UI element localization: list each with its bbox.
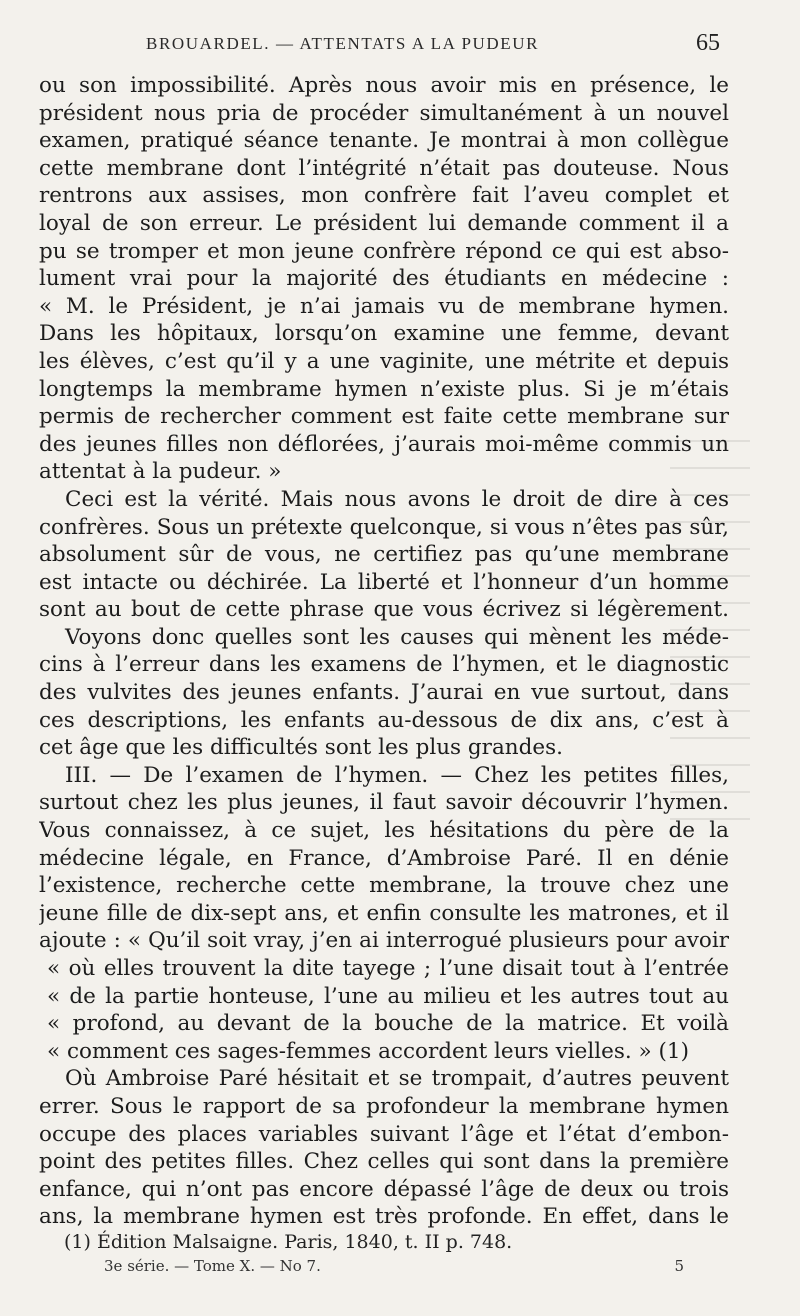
text-line: loyal de son erreur. Le président lui demande comment il a (39, 210, 729, 236)
section-heading-line: III. — De l’examen de l’hymen. — Chez les petites filles, (65, 762, 729, 788)
text-line: Voyons donc quelles sont les causes qui mènent les méde- (65, 624, 729, 650)
text-line: longtemps la membrame hymen n’existe plus. Si je m’étais (39, 376, 729, 402)
page-number: 65 (696, 30, 720, 56)
text-line: examen, pratiqué séance tenante. Je montrai à mon collègue (39, 128, 729, 154)
text-line: Où Ambroise Paré hésitait et se trompait, d’autres peuvent (65, 1066, 729, 1092)
text-line: « M. le Président, je n’ai jamais vu de membrane hymen. (39, 293, 729, 319)
signature-mark: 5 (674, 1257, 684, 1275)
text-line: président nous pria de procéder simultanément à un nouvel (39, 100, 729, 126)
quote-line: « où elles trouvent la dite tayege ; l’une disait tout à l’entrée (47, 956, 729, 981)
text-line: enfance, qui n’ont pas encore dépassé l’âge de deux ou trois (39, 1176, 729, 1202)
running-title: BROUARDEL. — ATTENTATS A LA PUDEUR (146, 34, 540, 53)
text-line: cette membrane dont l’intégrité n’était pas douteuse. Nous (39, 155, 729, 181)
body-text (39, 72, 729, 1231)
text-line: occupe des places variables suivant l’âge et l’état d’embon- (39, 1121, 729, 1147)
quote-line: « de la partie honteuse, l’une au milieu et les autres tout au (47, 983, 729, 1009)
text-line: ajoute : « Qu’il soit vray, j’en ai interrogué plusieurs pour avoir (39, 928, 729, 954)
text-line: cet âge que les difficultés sont les plus grandes. (39, 735, 563, 761)
text-line: point des petites filles. Chez celles qui sont dans la première (39, 1149, 729, 1175)
text-line: ans, la membrane hymen est très profonde. En effet, dans le (39, 1204, 729, 1230)
text-line: cins à l’erreur dans les examens de l’hymen, et le diagnostic (39, 652, 729, 678)
text-line: médecine légale, en France, d’Ambroise Paré. Il en dénie (39, 845, 729, 871)
text-line: rentrons aux assises, mon confrère fait l’aveu complet et (39, 183, 729, 209)
printer-signature (104, 1257, 684, 1279)
text-line: lument vrai pour la majorité des étudiants en médecine : (39, 266, 729, 292)
text-line: est intacte ou déchirée. La liberté et l’honneur d’un homme (39, 569, 729, 595)
text-line: Dans les hôpitaux, lorsqu’on examine une femme, devant (39, 321, 729, 347)
text-line: jeune fille de dix-sept ans, et enfin consulte les matrones, et il (39, 900, 729, 926)
text-line: les élèves, c’est qu’il y a une vaginite, une métrite et depuis (39, 348, 729, 374)
text-line: attentat à la pudeur. » (39, 459, 282, 485)
text-line: Ceci est la vérité. Mais nous avons le droit de dire à ces (65, 486, 729, 512)
text-line: Vous connaissez, à ce sujet, les hésitations du père de la (39, 818, 729, 844)
text-line: surtout chez les plus jeunes, il faut savoir découvrir l’hymen. (39, 790, 729, 816)
text-line: errer. Sous le rapport de sa profondeur la membrane hymen (39, 1093, 729, 1119)
text-line: permis de rechercher comment est faite cette membrane sur (39, 404, 729, 430)
text-line: des vulvites des jeunes enfants. J’aurai en vue surtout, dans (39, 680, 729, 706)
running-header (40, 30, 730, 60)
text-line: sont au bout de cette phrase que vous écrivez si légèrement. (39, 597, 729, 623)
text-line: pu se tromper et mon jeune confrère répond ce qui est abso- (39, 238, 729, 264)
footnote: (1) Édition Malsaigne. Paris, 1840, t. II p. 748. (64, 1231, 513, 1253)
text-line: ces descriptions, les enfants au-dessous de dix ans, c’est à (39, 707, 729, 733)
text-line: confrères. Sous un prétexte quelconque, si vous n’êtes pas sûr, (39, 514, 729, 540)
text-line: absolument sûr de vous, ne certifiez pas qu’une membrane (39, 542, 729, 568)
text-line: des jeunes filles non déflorées, j’aurais moi-même commis un (39, 431, 729, 457)
quote-line: « profond, au devant de la bouche de la matrice. Et voilà (47, 1011, 729, 1037)
text-line: l’existence, recherche cette membrane, la trouve chez une (39, 873, 729, 899)
text-line: ou son impossibilité. Après nous avoir mis en présence, le (39, 73, 729, 98)
quote-line: « comment ces sages-femmes accordent leurs vielles. » (1) (47, 1038, 689, 1064)
signature-series: 3e série. — Tome X. — No 7. (104, 1257, 321, 1275)
